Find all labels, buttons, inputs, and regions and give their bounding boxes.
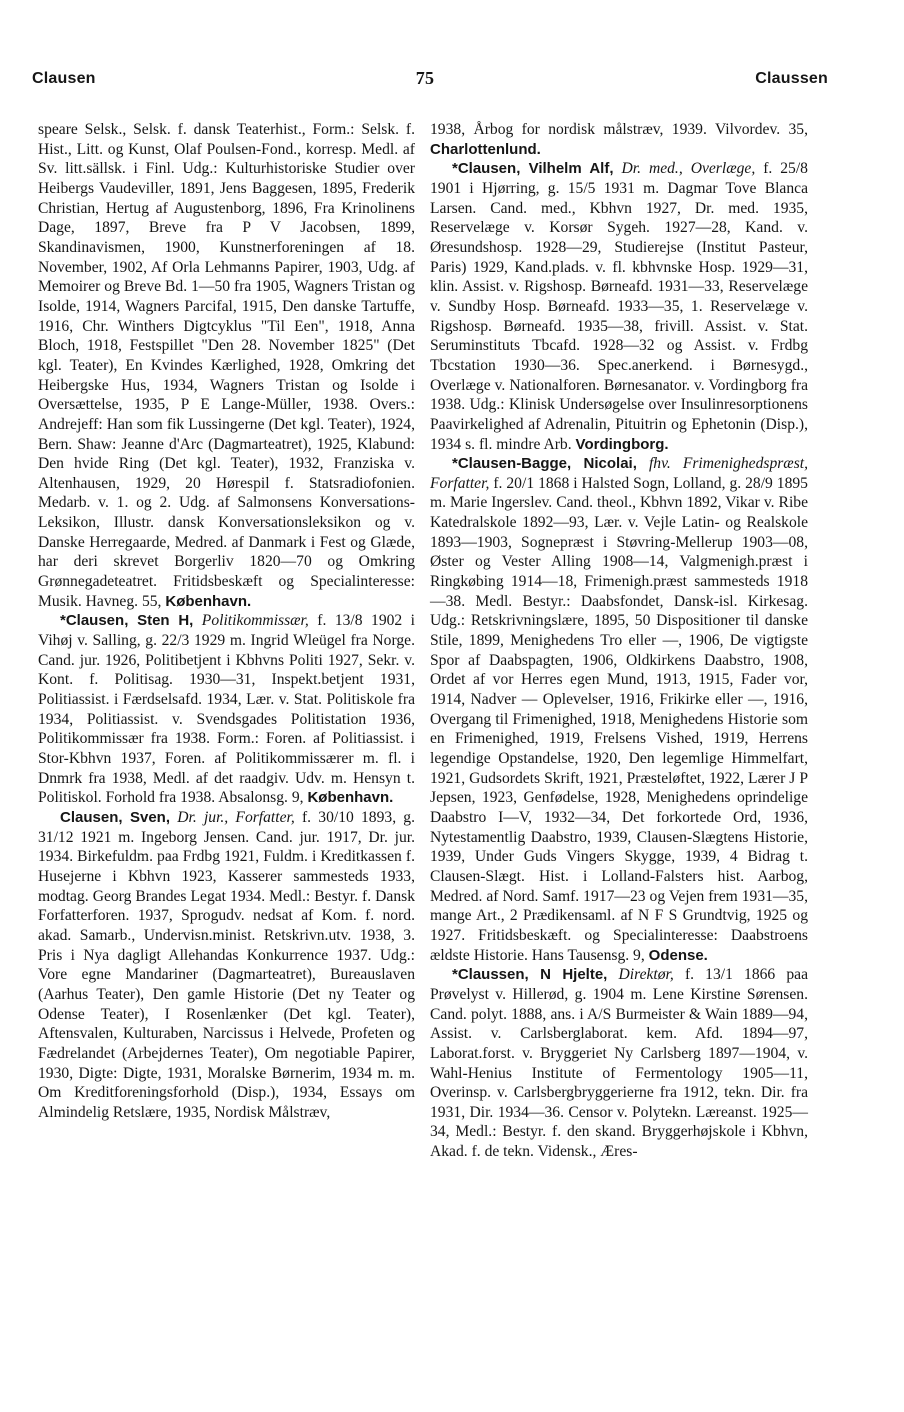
page-number: 75	[415, 68, 435, 88]
entry-place: Vordingborg.	[575, 435, 669, 453]
entry-name: *Clausen-Bagge, Nicolai,	[452, 455, 637, 473]
entry-place: København.	[165, 592, 252, 610]
entry-title: Dr. jur., Forfatter,	[177, 808, 295, 826]
entry-name: *Claussen, N Hjelte,	[452, 966, 608, 984]
running-head-left: Clausen	[32, 70, 96, 87]
entry-clausen-vilhelm	[430, 159, 808, 454]
entry-text: f. 20/1 1868 i Halsted Sogn, Lolland, g. 28/9 1895 m. Marie Ingerslev. Cand. theol., Kbhvn 1892, Vikar v. Ribe Katedralskole 1892—93, Lær. v. Vejle Latin- og Realskole 1893—1903, Sognepræst i Støvring-Mellerup 1903—08, Øster og Vester Alling 1908—14, Valgmenigh.præst i Ringkøbing 1914—18, Frimenigh.præst sammesteds 1918—38. Medl. Bestyr.: Daabsfondet, Dansk-isl. Kirkesag. Udg.: Retskrivningslære, 1895, 50 Dispositioner til danske Stile, 1899, Menighedens Tro eller —, 1906, De vigtigste Spor af Daabspagten, 1906, Oldkirkens Daabstro, 1908, Ordet af vor Herres egen Mund, 1913, 1915, Fader vor, 1914, Nadver — Oplevelser, 1916, Frikirke eller —, 1916, Overgang til Frimenighed, 1918, Menighedens Historie som en Frimenighed, 1919, Frelsens Vished, 1919, Herrens legendige Opstandelse, 1920, Den legemlige Himmelfart, 1921, Gudsordets Skrift, 1921, Præsteløftet, 1922, Lærer J P Jepsen, 1923, Genfødelse, 1928, Menighedens oprindelige Daabstro I—V, 1932—34, Det forkortede Ord, 1936, Nytestamentlig Daabstro, 1939, Clausen-Slægtens Historie, 1939, Under Guds Vingers Skygge, 1939, 4 Bidrag t. Clausen-Slægt. Hist. i Lolland-Falsters hist. Aarbog, Medred. af Nord. Samf. 1917—23 og Vejen frem 1931—35, mange Art., 2 Prædikensaml. af N F S Grundtvig, 1925 og 1927. Fritidsbeskæft. og Specialinteresse: Daabstroens ældste Historie. Hans Tausensg. 9,	[430, 474, 808, 964]
entry-clausen-sten	[38, 611, 415, 808]
entry-place: København.	[307, 789, 394, 807]
entry-place: Odense.	[648, 946, 708, 964]
entry-text: f. 13/8 1902 i Vihøj v. Salling, g. 22/3 1929 m. Ingrid Wleügel fra Norge. Cand. jur. 1926, Politibetjent i Kbhvns Politi 1927, Sekr. v. Kont. f. Politisag. 1930—31, Inspekt.betjent 1931, Politiassist. i Færdselsafd. 1934, Lær. v. Stat. Politiskole fra 1934, Politiassist. v. Svendsgades Politistation 1936, Politikommissær fra 1938. Form.: Foren. af Politiassist. i Stor-Kbhvn 1937, Foren. af Politikommissærer m. fl. i Dnmrk fra 1938, Medl. af det raadgiv. Udv. m. Hensyn t. Politiskol. Forhold fra 1938. Absalonsg. 9,	[38, 612, 415, 807]
continued-entry	[38, 120, 415, 611]
right-column	[430, 120, 808, 1162]
entry-clausen-sven	[38, 808, 415, 1123]
entry-title: fhv. Frimenighedspræst, Forfatter,	[430, 455, 809, 492]
entry-name: *Clausen, Vilhelm Alf,	[452, 160, 614, 178]
entry-clausen-bagge	[430, 454, 808, 965]
entry-title: Dr. med., Overlæge,	[621, 160, 756, 178]
running-head-right: Claussen	[755, 70, 828, 87]
entry-text: f. 13/1 1866 paa Prøvelyst v. Hillerød, g. 1904 m. Lene Kirstine Sørensen. Cand. polyt. 1888, ans. i A/S Burmeister & Wain 1889—94, Assist. v. Carlsberglaborat. kem. Afd. 1894—97, Laborat.forst. v. Bryggeriet Ny Carlsberg 1897—1904, v. Wahl-Henius Institute of Fermentology 1905—11, Overinsp. v. Carlsbergbryggerierne fra 1912, tekn. Dir. fra 1931, Dir. 1934—36. Censor v. Polytekn. Læreanst. 1925—34, Medl.: Bestyr. f. den skand. Bryggerhøjskole i Kbhvn, Akad. f. de tekn. Vidensk., Æres-	[430, 966, 808, 1161]
entry-place: Charlottenlund.	[430, 140, 541, 158]
entry-title: Direktør,	[618, 966, 674, 984]
entry-text: f. 30/10 1893, g. 31/12 1921 m. Ingeborg Jensen. Cand. jur. 1917, Dr. jur. 1934. Birkefuldm. paa Frdbg 1921, Fuldm. i Kreditkassen f. Husejerne i Kbhvn 1923, Kasserer sammesteds 1933, modtag. Georg Brandes Legat 1934. Medl.: Bestyr. f. Dansk Forfatterforen. 1937, Sprogudv. nedsat af Kom. f. nord. akad. Samarb., Undervisn.minist. Retskrivn.utv. 1938, 3. Pris i Nya dagligt Allehandas Konkurrence 1937. Udg.: Vore egne Mandariner (Dagmarteatret), Bureauslaven (Aarhus Teater), Den gamle Historie (Det ny Teater og Odense Teater), I Rosenlænker (Det kgl. Teater), Aftensvalen, Kulturaben, Narcissus i Helvede, Profeten og Fædrelandet (Arbejdernes Teater), Om negotiable Papirer, 1930, Digte: Digte, 1931, Moralske Børnerim, 1934 m. m. Om Kreditforeningsforhold (Disp.), 1934, Essays om Almindelig Retslære, 1935, Nordisk Målstræv,	[38, 808, 415, 1121]
entry-text: f. 25/8 1901 i Hjørring, g. 15/5 1931 m. Dagmar Tove Blanca Larsen. Cand. med., Kbhvn 1927, Dr. med. 1935, Reservelæge v. Korsør Sygeh. 1927—28, Kand. v. Øresundshosp. 1928—29, Studierejse (Institut Pasteur, Paris) 1929, Kand.plads. v. fl. kbhvnske Hosp. 1929—31, klin. Assist. v. Rigshosp. Børneafd. 1931—33, Reservelæge v. Sundby Hosp. Børneafd. 1933—35, 1. Reservelæge v. Rigshosp. Børneafd. 1935—38, frivill. Assist. v. Stat. Seruminstituts Tbcafd. 1928—32 og Assist. v. Frdbg Tbcstation 1930—36. Spec.anerkend. i Børnesygd., Overlæge v. Nationalforen. Børnesanator. v. Vordingborg fra 1938. Udg.: Klinisk Undersøgelse over Insulinresorptionens Paavirkelighed af Adrenalin, Pituitrin og Ephetonin (Disp.), 1934 s. fl. mindre Arb.	[430, 160, 808, 453]
entry-claussen-hjelte	[430, 965, 808, 1162]
entry-text: speare Selsk., Selsk. f. dansk Teaterhist., Form.: Selsk. f. Hist., Litt. og Kunst, Olaf Poulsen-Fond., korresp. Medl. af Sv. litt.sällsk. i Finl. Udg.: Kulturhistoriske Studier over Heibergs Vaudeviller, 1891, Jens Baggesen, 1895, Frederik Christian, Hertug af Augustenborg, 1896, Fra Krinolinens Dage, 1897, Breve fra P V Jacobsen, 1899, Skandinavismen, 1900, Kunstnerforeningen af 18. November, 1902, Af Orla Lehmanns Papirer, 1903, Udg. af Memoirer og Breve Bd. 1—50 fra 1905, Wagners Tristan og Isolde, 1914, Wagners Parcifal, 1915, Den danske Tartuffe, 1916, Chr. Winthers Digtcyklus "Til Een", 1918, Anna Bloch, 1918, Festspillet "Den 28. November 1825" (Det kgl. Teater), En Kvindes Kærlighed, 1928, Omkring det Heibergske Hus, 1934, Wagners Tristan og Isolde i Oversættelse, 1935, P E Lange-Müller, 1938. Overs.: Andrejeff: Han som fik Lussingerne (Det kgl. Teater), 1924, Bern. Shaw: Jeanne d'Arc (Dagmarteatret), 1925, Klabund: Den hvide Ring (Det kgl. Teater), 1932, Franziska v. Altenhausen, 1929, 20 Hørespil f. Statsradiofonien. Medarb. v. 1. og 2. Udg. af Salmonsens Konversations-Leksikon, Illustr. dansk Konversationsleksikon og v. Danske Herregaarde, Medred. af Danmark i Fest og Glæde, har deri skrevet Borgerliv 1820—70 og Omkring Grønnegadeteatret. Fritidsbeskæft og Specialinteresse: Musik. Havneg. 55,	[38, 121, 415, 610]
entry-name: *Clausen, Sten H,	[60, 612, 194, 630]
left-column	[38, 120, 415, 1122]
entry-title: Politikommissær,	[201, 612, 309, 630]
entry-name: Clausen, Sven,	[60, 808, 171, 826]
continued-entry	[430, 120, 808, 159]
entry-text: 1938, Årbog for nordisk målstræv, 1939. Vilvordev. 35,	[430, 121, 808, 138]
